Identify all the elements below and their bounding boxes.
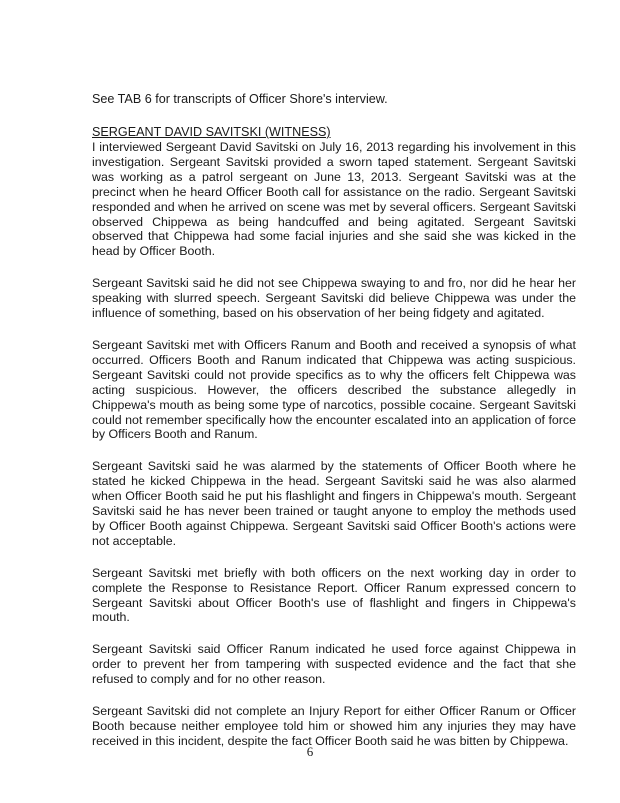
page-number: 6 <box>306 744 314 759</box>
paragraph-4: Sergeant Savitski said he was alarmed by the statements of Officer Booth where he stated he kicked Chippewa in the head. Sergeant Savitski said he was also alarmed when Officer Booth said he put his flashlight and fingers in Chippewa's mouth. Sergeant Savitski said he has never been trained or taught anyone to employ the methods used by Officer Booth against Chippewa. Sergeant Savitski said Officer Booth's actions were not acceptable. <box>92 459 576 548</box>
paragraph-1: I interviewed Sergeant David Savitski on July 16, 2013 regarding his involvement in this investigation. Sergeant Savitski provided a sworn taped statement. Sergeant Savitski was working as a patrol sergeant on June 13, 2013. Sergeant Savitski was at the precinct when he heard Officer Booth call for assistance on the radio. Sergeant Savitski responded and when he arrived on scene was met by several officers. Sergeant Savitski observed Chippewa as being handcuffed and being agitated. Sergeant Savitski observed that Chippewa had some facial injuries and she said she was kicked in the head by Officer Booth. <box>92 140 576 259</box>
paragraph-5: Sergeant Savitski met briefly with both officers on the next working day in order to complete the Response to Resistance Report. Officer Ranum expressed concern to Sergeant Savitski about Officer Booth's use of flashlight and fingers in Chippewa's mouth. <box>92 565 576 625</box>
paragraph-6: Sergeant Savitski said Officer Ranum indicated he used force against Chippewa in order to prevent her from tampering with suspected evidence and the fact that she refused to comply and for no other reason. <box>92 642 576 687</box>
paragraph-2: Sergeant Savitski said he did not see Chippewa swaying to and fro, nor did he hear her speaking with slurred speech. Sergeant Savitski did believe Chippewa was under the influence of something, based on his observation of her being fidgety and agitated. <box>92 276 576 321</box>
paragraph-7: Sergeant Savitski did not complete an Injury Report for either Officer Ranum or Officer Booth because neither employee told him or showed him any injuries they may have received in this incident, despite the fact Officer Booth said he was bitten by Chippewa. <box>92 704 576 748</box>
paragraph-3: Sergeant Savitski met with Officers Ranum and Booth and received a synopsis of what occurred. Officers Booth and Ranum indicated that Chippewa was acting suspicious. Sergeant Savitski could not provide specifics as to why the officers felt Chippewa was acting suspicious. However, the officers described the substance allegedly in Chippewa's mouth as being some type of narcotics, possible cocaine. Sergeant Savitski could not remember specifically how the encounter escalated into an application of force by Officers Booth and Ranum. <box>92 337 576 442</box>
section-heading: SERGEANT DAVID SAVITSKI (WITNESS) <box>92 125 331 139</box>
intro-line: See TAB 6 for transcripts of Officer Shore's interview. <box>92 92 388 106</box>
